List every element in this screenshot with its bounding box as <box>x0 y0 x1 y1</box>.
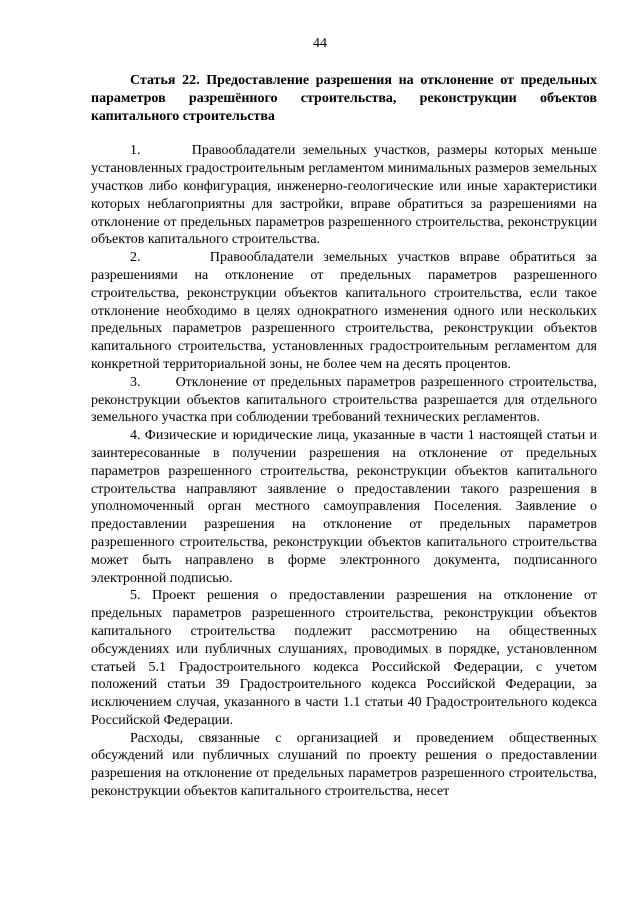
paragraph-2: 2. Правообладатели земельных участков вправе обратиться за разрешениями на отклонение от предельных параметров разрешенного строительства, реконструкции объектов капитального строительства, если такое отклонение необходимо в целях однократного изменения одного или нескольких предельных параметров разрешенного строительства, реконструкции объектов капитального строительства, установленных градостроительным регламентом для конкретной территориальной зоны, не более чем на десять процентов. <box>91 250 597 372</box>
article-title: Статья 22. Предоставление разрешения на отклонение от предельных параметров разрешённого строительства, реконструкции объектов капитального строительства <box>91 73 597 124</box>
paragraph-5: 5. Проект решения о предоставлении разрешения на отклонение от предельных параметров разрешенного строительства, реконструкции объектов капитального строительства подлежит рассмотрению на общественных обсуждениях или публичных слушаниях, проводимых в порядке, установленном статьей 5.1 Градостроительного кодекса Российской Федерации, с учетом положений статьи 39 Градостроительного кодекса Российской Федерации, за исключением случая, указанного в части 1.1 статьи 40 Градостроительного кодекса Российской Федерации. <box>91 588 597 728</box>
article-content <box>91 72 597 801</box>
paragraph-1: 1. Правообладатели земельных участков, размеры которых меньше установленных градостроительным регламентом минимальных размеров земельных участков либо конфигурация, инженерно-геологические или иные характеристики которых неблагоприятны для застройки, вправе обратиться за разрешениями на отклонение от предельных параметров разрешенного строительства, реконструкции объектов капитального строительства. <box>91 143 597 248</box>
paragraph-4: 4. Физические и юридические лица, указанные в части 1 настоящей статьи и заинтересованные в получении разрешения на отклонение от предельных параметров разрешенного строительства, реконструкции объектов капитального строительства направляют заявление о предоставлении такого разрешения в уполномоченный орган местного самоуправления Поселения. Заявление о предоставлении разрешения на отклонение от предельных параметров разрешенного строительства, реконструкции объектов капитального строительства может быть направлено в форме электронного документа, подписанного электронной подписью. <box>91 428 597 586</box>
paragraph-3: 3. Отклонение от предельных параметров разрешенного строительства, реконструкции объектов капитального строительства разрешается для отдельного земельного участка при соблюдении требований технических регламентов. <box>91 374 597 426</box>
page-number: 44 <box>313 36 327 51</box>
paragraph-expenses: Расходы, связанные с организацией и проведением общественных обсуждений или публичных слушаний по проекту решения о предоставлении разрешения на отклонение от предельных параметров разрешенного строительства, реконструкции объектов капитального строительства, несет <box>91 730 597 800</box>
